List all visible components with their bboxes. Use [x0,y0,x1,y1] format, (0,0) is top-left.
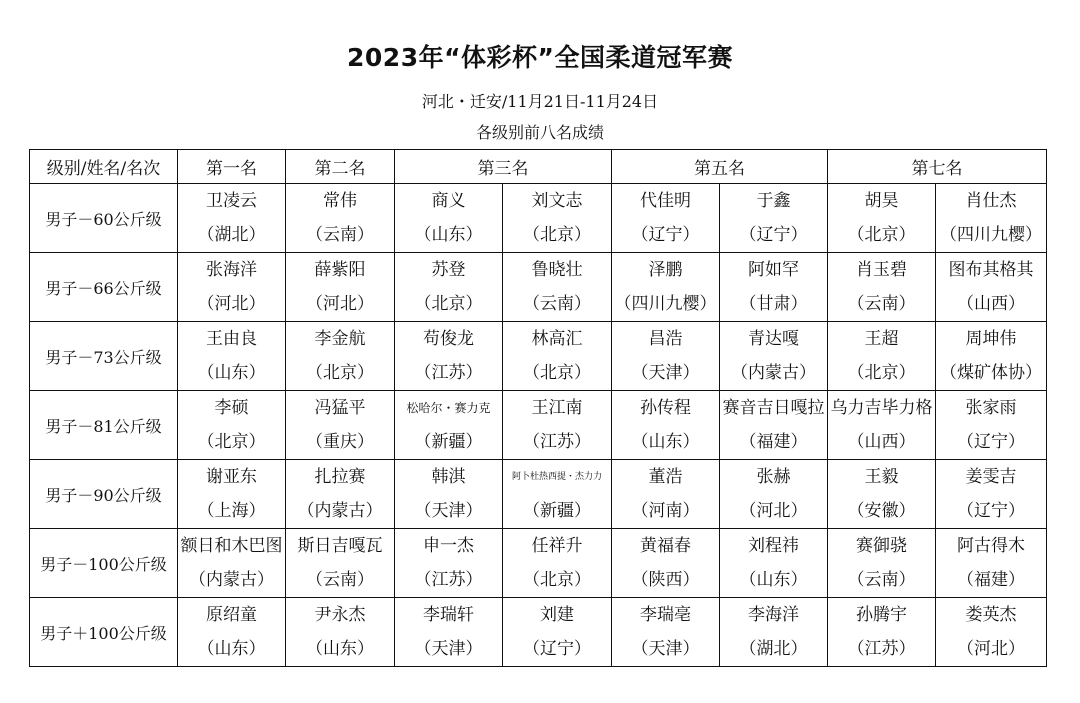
athlete-name: 于鑫 [756,191,791,211]
table-row [30,598,1047,667]
athlete-name: 娄英杰 [965,605,1017,625]
athlete-region: （辽宁） [739,225,808,245]
athlete-name: 扎拉赛 [314,467,366,487]
athlete-region: （江苏） [414,570,483,590]
athlete-name: 任祥升 [531,536,583,556]
athlete-cell [936,460,1047,529]
athlete-region: （煤矿体协） [940,363,1042,383]
athlete-name: 肖玉碧 [856,260,907,280]
athlete-name: 苟俊龙 [423,329,474,349]
header-row [30,150,1047,184]
athlete-cell [286,460,395,529]
athlete-name: 姜雯吉 [965,467,1017,487]
athlete-name: 王江南 [531,398,583,418]
athlete-region: （云南） [847,570,916,590]
athlete-name: 韩淇 [431,467,466,487]
athlete-name: 申一杰 [423,536,474,556]
athlete-name: 李瑞轩 [423,605,474,625]
athlete-region: （甘肃） [739,294,808,314]
results-table [29,149,1047,667]
athlete-cell [828,391,936,460]
weight-category: 男子－60公斤级 [30,184,178,253]
athlete-region: （陕西） [631,570,700,590]
athlete-name: 尹永杰 [314,605,366,625]
athlete-region: （河北） [306,294,374,314]
athlete-name: 孙腾宇 [856,605,907,625]
athlete-name: 胡昊 [864,191,899,211]
athlete-name: 李瑞亳 [640,605,691,625]
athlete-cell [503,322,612,391]
athlete-name: 青达嘎 [748,329,799,349]
athlete-cell [178,529,286,598]
athlete-region: （山东） [414,225,483,245]
athlete-name: 王超 [864,329,899,349]
athlete-name: 薛紫阳 [314,260,366,280]
athlete-cell [936,529,1047,598]
athlete-cell [178,253,286,322]
athlete-region: （山东） [739,570,808,590]
athlete-cell [612,184,720,253]
athlete-name: 刘程祎 [748,536,799,556]
athlete-region: （辽宁） [957,501,1025,521]
athlete-region: （云南） [306,225,374,245]
athlete-cell [503,184,612,253]
header-seventh: 第七名 [828,150,1047,184]
athlete-name: 李硕 [214,398,249,418]
athlete-region: （山东） [197,363,266,383]
athlete-cell [720,529,828,598]
athlete-region: （天津） [414,501,483,521]
athlete-region: （天津） [631,639,700,659]
athlete-region: （江苏） [847,639,916,659]
athlete-name: 周坤伟 [965,329,1017,349]
athlete-cell [286,529,395,598]
athlete-region: （北京） [523,570,591,590]
athlete-region: （江苏） [523,432,591,452]
athlete-name: 图布其格其 [948,260,1034,280]
athlete-cell [720,184,828,253]
athlete-region: （河北） [197,294,266,314]
athlete-name: 刘文志 [531,191,583,211]
athlete-name: 乌力吉毕力格 [830,398,933,418]
athlete-name: 昌浩 [648,329,683,349]
athlete-name: 李海洋 [748,605,799,625]
athlete-region: （内蒙古） [297,501,383,521]
athlete-name: 松哈尔・赛力克 [406,401,491,415]
athlete-cell [395,598,503,667]
athlete-region: （河北） [739,501,808,521]
athlete-name: 谢亚东 [206,467,257,487]
athlete-name: 斯日吉嘎瓦 [297,536,383,556]
athlete-region: （内蒙古） [731,363,816,383]
athlete-name: 王毅 [864,467,899,487]
athlete-cell [720,322,828,391]
athlete-region: （四川九樱） [940,225,1042,245]
athlete-name: 阿卜杜热西提・杰力力 [511,472,602,482]
athlete-region: （重庆） [306,432,374,452]
athlete-name: 王由良 [206,329,257,349]
weight-category: 男子－100公斤级 [30,529,178,598]
athlete-cell [395,391,503,460]
athlete-region: （内蒙古） [189,570,274,590]
athlete-cell [720,391,828,460]
athlete-cell [395,253,503,322]
athlete-name: 原绍童 [206,605,257,625]
athlete-cell [178,460,286,529]
athlete-name: 额日和木巴图 [180,536,283,556]
athlete-region: （安徽） [847,501,916,521]
athlete-cell [936,253,1047,322]
athlete-region: （新疆） [523,501,591,521]
athlete-cell [828,598,936,667]
athlete-region: （北京） [847,363,916,383]
table-row [30,184,1047,253]
athlete-cell [936,184,1047,253]
athlete-cell [178,184,286,253]
athlete-region: （湖北） [739,639,808,659]
athlete-cell [828,184,936,253]
header-fifth: 第五名 [612,150,828,184]
athlete-name: 常伟 [323,191,357,211]
athlete-region: （河北） [957,639,1025,659]
athlete-cell [286,253,395,322]
athlete-region: （云南） [847,294,916,314]
athlete-cell [395,322,503,391]
weight-category: 男子－90公斤级 [30,460,178,529]
athlete-cell [286,184,395,253]
athlete-region: （福建） [739,432,808,452]
weight-category: 男子－73公斤级 [30,322,178,391]
athlete-region: （北京） [414,294,483,314]
table-row [30,391,1047,460]
athlete-cell [612,529,720,598]
athlete-name: 卫凌云 [206,191,257,211]
athlete-region: （北京） [847,225,916,245]
athlete-region: （山西） [957,294,1025,314]
athlete-cell [178,598,286,667]
athlete-name: 孙传程 [640,398,691,418]
athlete-name: 黄福春 [640,536,691,556]
athlete-region: （北京） [523,363,591,383]
athlete-name: 肖仕杰 [965,191,1017,211]
athlete-name: 苏登 [431,260,466,280]
athlete-cell [503,529,612,598]
athlete-cell [612,253,720,322]
athlete-name: 赛音吉日嘎拉 [722,398,825,418]
athlete-region: （山西） [847,432,916,452]
table-row [30,460,1047,529]
athlete-region: （云南） [523,294,591,314]
athlete-cell [936,391,1047,460]
athlete-region: （山东） [631,432,700,452]
athlete-cell [178,322,286,391]
athlete-cell [612,391,720,460]
weight-category: 男子－81公斤级 [30,391,178,460]
athlete-cell [720,598,828,667]
athlete-cell [936,322,1047,391]
athlete-cell [936,598,1047,667]
athlete-region: （上海） [197,501,266,521]
athlete-cell [395,184,503,253]
athlete-name: 代佳明 [640,191,691,211]
athlete-region: （北京） [197,432,266,452]
athlete-cell [612,460,720,529]
athlete-name: 阿如罕 [748,260,799,280]
athlete-cell [612,322,720,391]
athlete-cell [503,598,612,667]
athlete-region: （山东） [197,639,266,659]
athlete-cell [828,460,936,529]
table-caption: 各级别前八名成绩 [475,123,604,142]
athlete-cell [286,598,395,667]
athlete-cell [828,529,936,598]
athlete-region: （天津） [414,639,483,659]
athlete-name: 张家雨 [965,398,1017,418]
athlete-cell [286,391,395,460]
athlete-cell [503,391,612,460]
table-row [30,253,1047,322]
header-corner: 级别/姓名/名次 [30,150,178,184]
header-third: 第三名 [395,150,612,184]
athlete-region: （四川九樱） [614,294,717,314]
athlete-cell [286,322,395,391]
athlete-name: 商义 [431,191,466,211]
weight-category: 男子＋100公斤级 [30,598,178,667]
athlete-cell [720,460,828,529]
athlete-name: 董浩 [648,467,683,487]
athlete-region: （云南） [306,570,374,590]
athlete-region: （天津） [631,363,700,383]
athlete-region: （福建） [957,570,1025,590]
athlete-name: 泽鹏 [648,260,683,280]
athlete-name: 张海洋 [206,260,257,280]
athlete-cell [395,460,503,529]
athlete-name: 李金航 [314,329,366,349]
athlete-region: （辽宁） [523,639,591,659]
athlete-name: 林高汇 [531,329,583,349]
athlete-cell [503,253,612,322]
header-first: 第一名 [178,150,286,184]
athlete-region: （辽宁） [957,432,1025,452]
athlete-name: 冯猛平 [314,398,366,418]
athlete-name: 鲁晓壮 [531,260,583,280]
athlete-cell [828,253,936,322]
athlete-region: （山东） [306,639,374,659]
athlete-region: （北京） [523,225,591,245]
table-row [30,529,1047,598]
event-location-dates: 河北・迁安/11月21日-11月24日 [421,92,659,111]
athlete-region: （湖北） [197,225,266,245]
athlete-cell [503,460,612,529]
athlete-region: （新疆） [414,432,483,452]
athlete-name: 赛御骁 [856,536,907,556]
athlete-cell [178,391,286,460]
athlete-cell [828,322,936,391]
athlete-cell [720,253,828,322]
athlete-region: （辽宁） [631,225,700,245]
athlete-name: 刘建 [540,605,574,625]
table-row [30,322,1047,391]
athlete-cell [395,529,503,598]
athlete-region: （江苏） [414,363,483,383]
weight-category: 男子－66公斤级 [30,253,178,322]
page-title: 2023年“体彩杯”全国柔道冠军赛 [347,43,733,72]
header-second: 第二名 [286,150,395,184]
athlete-name: 阿古得木 [957,536,1025,556]
athlete-region: （河南） [631,501,700,521]
athlete-region: （北京） [306,363,374,383]
athlete-name: 张赫 [756,467,791,487]
athlete-cell [612,598,720,667]
